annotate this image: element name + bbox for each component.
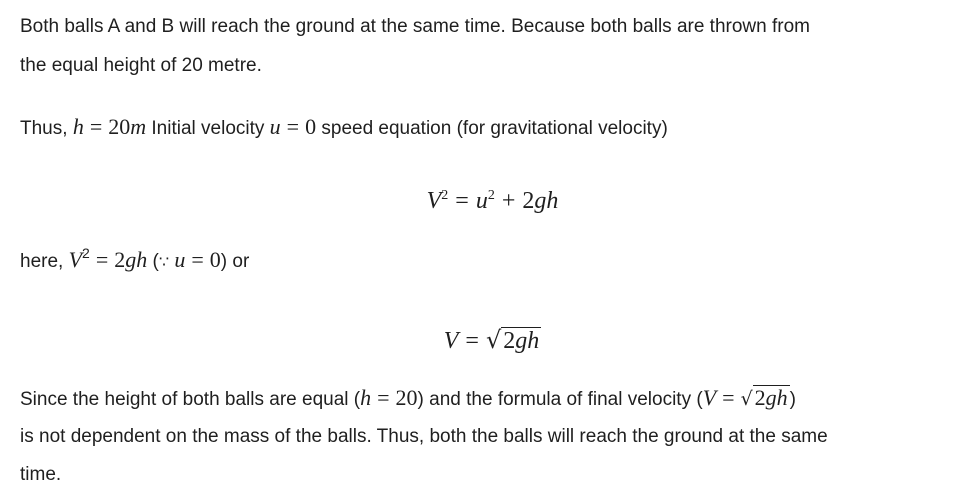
p3-equals: =: [95, 247, 109, 272]
eq2-V: V: [443, 328, 459, 354]
eq2-radical-sign: √: [485, 326, 502, 354]
p2-equals-2: =: [286, 114, 300, 139]
eq2-radicand-gh: gh: [515, 328, 540, 354]
p4-part2: ) and the formula of final velocity (: [417, 389, 703, 410]
eq1-two: 2: [522, 188, 535, 214]
p2-equals: =: [89, 114, 103, 139]
paragraph-4-line-2: is not dependent on the mass of the balls. Thus, both the balls will reach the ground at the same: [20, 426, 828, 447]
because-symbol: ∵: [158, 252, 170, 271]
p3-prefix: here,: [20, 251, 69, 272]
p4-h-value: 20: [395, 385, 418, 410]
eq1-u: u: [475, 188, 488, 214]
eq2-radicand: [501, 327, 541, 354]
p2-h-unit: m: [130, 114, 147, 139]
p2-h-symbol: h: [72, 114, 84, 139]
p3-u: u: [174, 247, 186, 272]
eq1-V-exponent: 2: [441, 188, 449, 203]
eq1-gh: gh: [534, 188, 559, 214]
eq2-radicand-two: 2: [503, 328, 516, 354]
p4-V: V: [702, 385, 717, 410]
p3-V-exponent: 2: [82, 245, 90, 261]
p4-radicand-two: 2: [754, 385, 766, 410]
p4-equals: =: [377, 385, 390, 410]
p3-zero: 0: [209, 247, 221, 272]
p3-equals-2: =: [191, 247, 204, 272]
equation-2: [20, 324, 965, 357]
p4-sqrt: [741, 385, 790, 414]
paragraph-1-line-2: the equal height of 20 metre.: [20, 55, 262, 76]
paragraph-1-line-1: Both balls A and B will reach the ground at the same time. Because both balls are thrown from: [20, 16, 810, 37]
p4-radicand: [753, 385, 790, 411]
p2-middle: Initial velocity: [146, 118, 270, 139]
eq1-equals: =: [455, 188, 469, 214]
p3-gh: gh: [125, 247, 148, 272]
p2-h-value: 20: [108, 114, 131, 139]
p4-equals-2: =: [722, 385, 735, 410]
equation-1: [20, 185, 965, 217]
eq2-equals: =: [465, 328, 479, 354]
p3-close: ) or: [220, 251, 250, 272]
p3-open: (: [147, 251, 159, 272]
p2-u-value: 0: [305, 114, 317, 139]
eq1-V: V: [426, 188, 442, 214]
p4-radical-sign: √: [740, 388, 753, 410]
eq1-plus: +: [501, 188, 516, 214]
paragraph-3: [20, 246, 249, 276]
p4-h: h: [360, 385, 372, 410]
eq1-u-exponent: 2: [487, 188, 495, 203]
p4-radicand-gh: gh: [765, 385, 788, 410]
paragraph-4-line-3: time.: [20, 464, 62, 485]
eq2-sqrt: [486, 324, 541, 357]
paragraph-2: [20, 113, 668, 143]
p3-V: V: [68, 247, 83, 272]
p2-prefix: Thus,: [20, 118, 73, 139]
p4-part3: ): [789, 389, 796, 410]
paragraph-4-line-1: [20, 384, 796, 414]
p4-part1: Since the height of both balls are equal (: [20, 389, 361, 410]
p2-suffix: speed equation (for gravitational velocity): [316, 118, 668, 139]
p2-u-symbol: u: [269, 114, 281, 139]
p3-two: 2: [114, 247, 126, 272]
